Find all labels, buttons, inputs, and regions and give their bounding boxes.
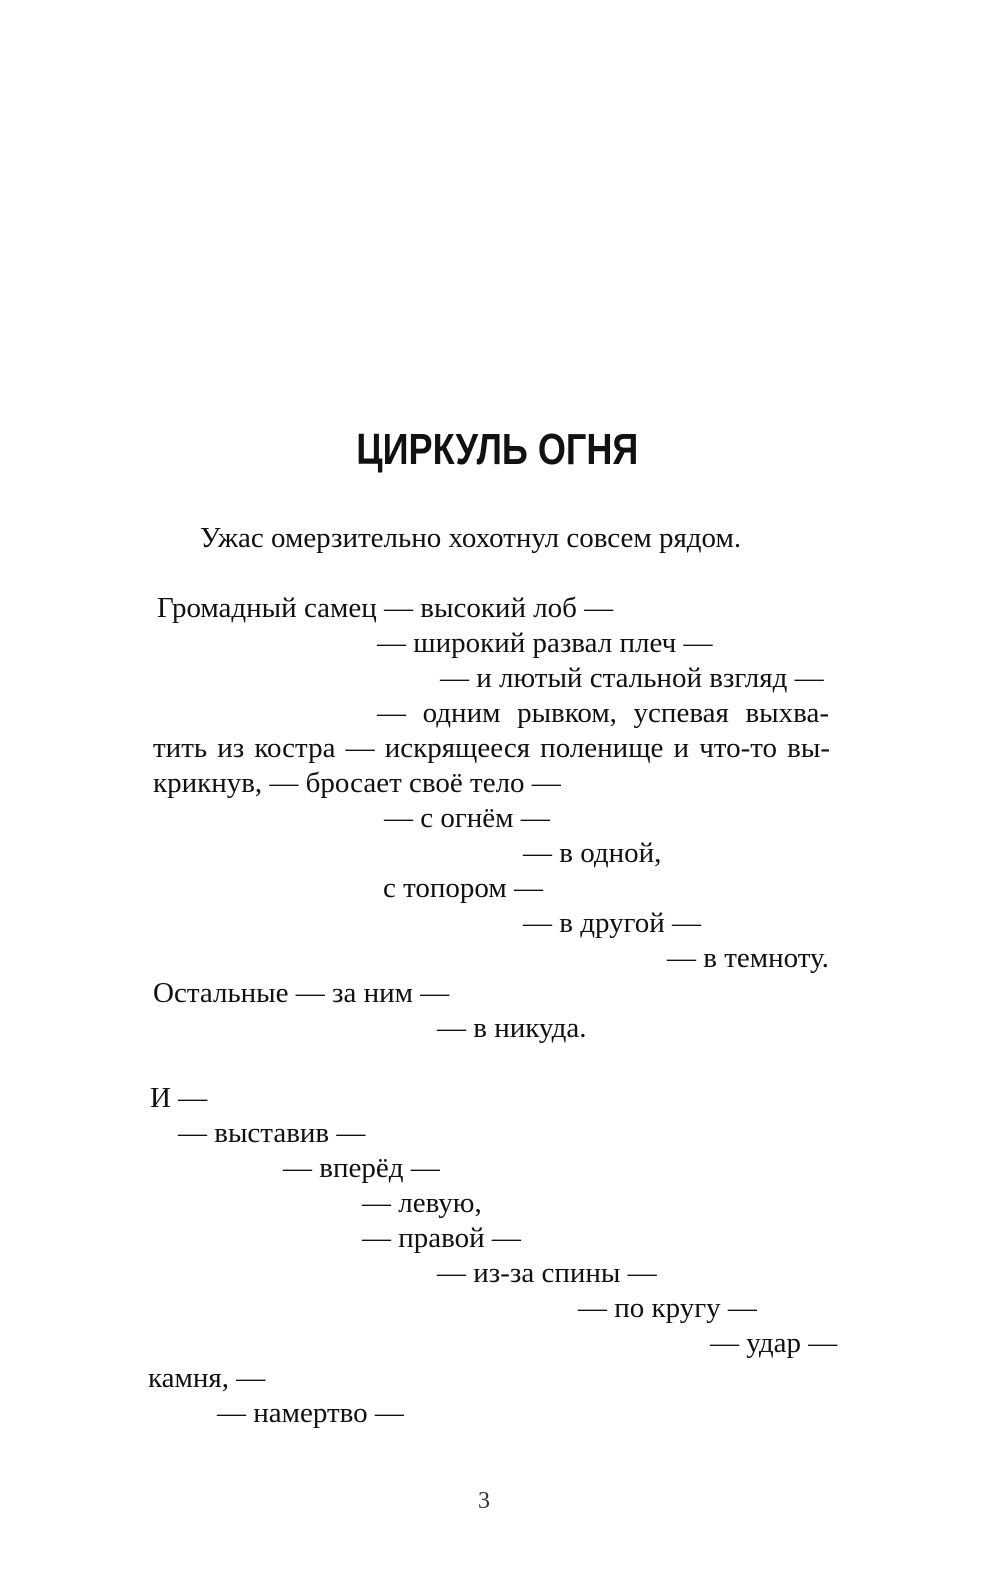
poem-line-16: — вперёд — bbox=[283, 1152, 440, 1184]
poem-line-11: — в темноту. bbox=[667, 942, 829, 974]
chapter-title: ЦИРКУЛЬ ОГНЯ bbox=[356, 425, 639, 474]
poem-line-22: камня, — bbox=[148, 1362, 266, 1394]
poem-line-12: Остальные — за ним — bbox=[153, 977, 450, 1009]
poem-line-15: — выставив — bbox=[178, 1117, 366, 1149]
poem-line-21: — удар — bbox=[710, 1327, 838, 1359]
poem-line-9: с топором — bbox=[383, 872, 543, 904]
epigraph-line: Ужас омерзительно хохотнул совсем рядом. bbox=[200, 522, 742, 554]
poem-line-2: — широкий развал плеч — bbox=[377, 627, 713, 659]
poem-line-10: — в другой — bbox=[523, 907, 702, 939]
poem-line-18: — правой — bbox=[362, 1222, 521, 1254]
poem-line-4: — одним рывком, успевая выхва- bbox=[377, 697, 829, 729]
poem-line-8: — в одной, bbox=[523, 837, 662, 869]
poem-line-5: тить из костра — искрящееся поленище и что-то вы- bbox=[153, 732, 830, 764]
poem-line-14: И — bbox=[150, 1082, 208, 1114]
poem-line-23: — намертво — bbox=[217, 1397, 404, 1429]
poem-line-7: — с огнём — bbox=[384, 802, 550, 834]
poem-line-13: — в никуда. bbox=[437, 1012, 587, 1044]
poem-line-1: Громадный самец — высокий лоб — bbox=[157, 592, 614, 624]
poem-line-3: — и лютый стальной взгляд — bbox=[440, 662, 824, 694]
poem-line-6: крикнув, — бросает своё тело — bbox=[153, 767, 561, 799]
poem-line-20: — по кругу — bbox=[578, 1292, 757, 1324]
page-number: 3 bbox=[478, 1488, 490, 1514]
poem-line-17: — левую, bbox=[362, 1187, 482, 1219]
poem-line-19: — из-за спины — bbox=[437, 1257, 657, 1289]
